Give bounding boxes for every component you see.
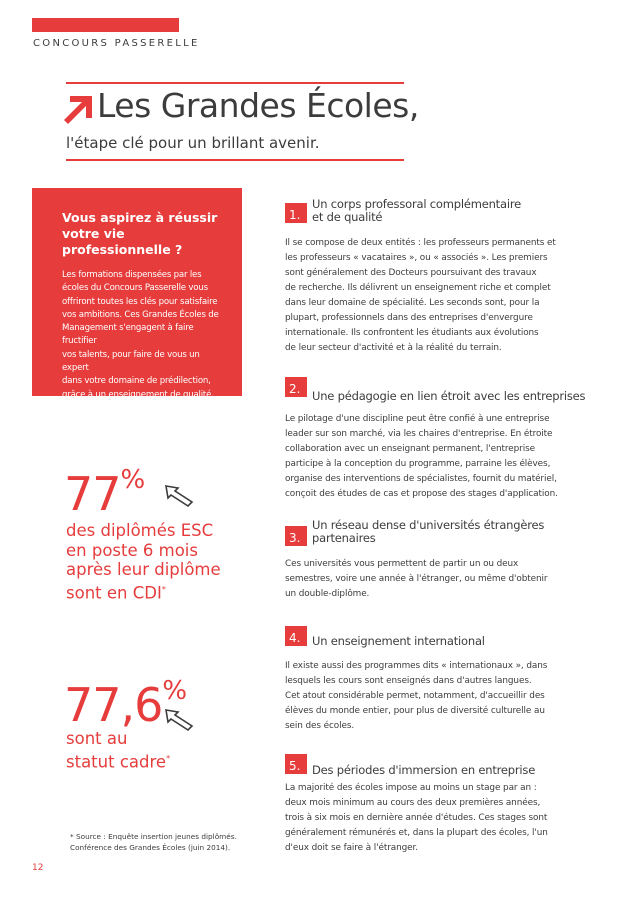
header-label: CONCOURS PASSERELLE [33, 38, 200, 49]
section-4-body: Il existe aussi des programmes dits « internationaux », dans lesquels les cours sont enseignés dans d'autres langues. Cet atout considérable permet, notamment, d'accueillir des élèves du monde entier, pour plus de diversité culturelle au sein des écoles. [285, 661, 548, 731]
stat1-description: des diplômés ESC en poste 6 mois après leur diplôme sont en CDI* [66, 521, 221, 602]
section-5-body: La majorité des écoles impose au moins un stage par an : deux mois minimum au cours des deux premières années, trois à six mois en dernière année d'études. Ces stages sont généralement rémunérés et, dans la plupart des écoles, l'un d'eux doit se faire à l'étranger. [285, 783, 548, 853]
page-title: Les Grandes Écoles, [97, 86, 419, 125]
section-3-number: 3. [285, 526, 307, 546]
section-5-number: 5. [285, 754, 307, 774]
section-1-body: Il se compose de deux entités : les professeurs permanents et les professeurs « vacataires », ou « associés ». Les premiers sont généralement des Docteurs poursuivant des travaux de recherche. Ils délivrent un enseignement riche et complet dans leur domaine de spécialité. Les seconds sont, pour la plupart, professionnels dans des entreprises d'envergure internationale. Ils confrontent les étudiants aux évolutions de leur secteur d'activité et à la réalité du terrain. [285, 238, 556, 353]
intro-text: Les formations dispensées par les écoles du Concours Passerelle vous offriront toutes les clés pour satisfaire vos ambitions. Ces Grandes Écoles de Management s'engagent à faire fructifier vos talents, pour faire de vous un expert dans votre domaine de prédilection, grâce à un enseignement de qualité, résolument tourné vers le monde professionnel et l'international. [62, 270, 219, 427]
intro-box [32, 188, 242, 427]
section-4-title: Un enseignement international [312, 634, 485, 648]
header-red-bar [32, 18, 179, 32]
hollow-arrow-up-left-icon [164, 484, 194, 508]
page-number: 12 [32, 863, 44, 873]
section-2-title: Une pédagogie en lien étroit avec les entreprises [312, 389, 586, 403]
section-1-title: Un corps professoral complémentaire et de qualité [312, 197, 521, 224]
stat1-value: 77% [64, 464, 145, 521]
stat2-description: sont au statut cadre* [66, 729, 171, 771]
arrow-up-right-icon [62, 94, 94, 126]
section-4-number: 4. [285, 626, 307, 646]
section-3-title: Un réseau dense d'universités étrangères partenaires [312, 518, 545, 545]
title-bottom-rule [66, 159, 404, 161]
section-5-title: Des périodes d'immersion en entreprise [312, 763, 536, 777]
stat2-value: 77,6% [64, 675, 187, 732]
section-2-body: Le pilotage d'une discipline peut être confié à une entreprise leader sur son marché, via les chaires d'entreprise. En étroite collaboration avec un enseignant permanent, l'entreprise participe à la conception du programme, parraine les élèves, organise des interventions de spécialistes, fournit du matériel, conçoit des études de cas et propose des stages d'application. [285, 414, 558, 499]
title-top-rule [66, 82, 404, 84]
section-2-number: 2. [285, 377, 307, 397]
intro-heading: Vous aspirez à réussir votre vie professionnelle ? [62, 210, 218, 257]
page-subtitle: l'étape clé pour un brillant avenir. [66, 134, 320, 152]
section-3-body: Ces universités vous permettent de partir un ou deux semestres, voire une année à l'étranger, ou même d'obtenir un double-diplôme. [285, 559, 548, 599]
section-1-number: 1. [285, 203, 307, 223]
footnote: * Source : Enquête insertion jeunes diplômés. Conférence des Grandes Écoles (juin 2014). [70, 832, 237, 852]
